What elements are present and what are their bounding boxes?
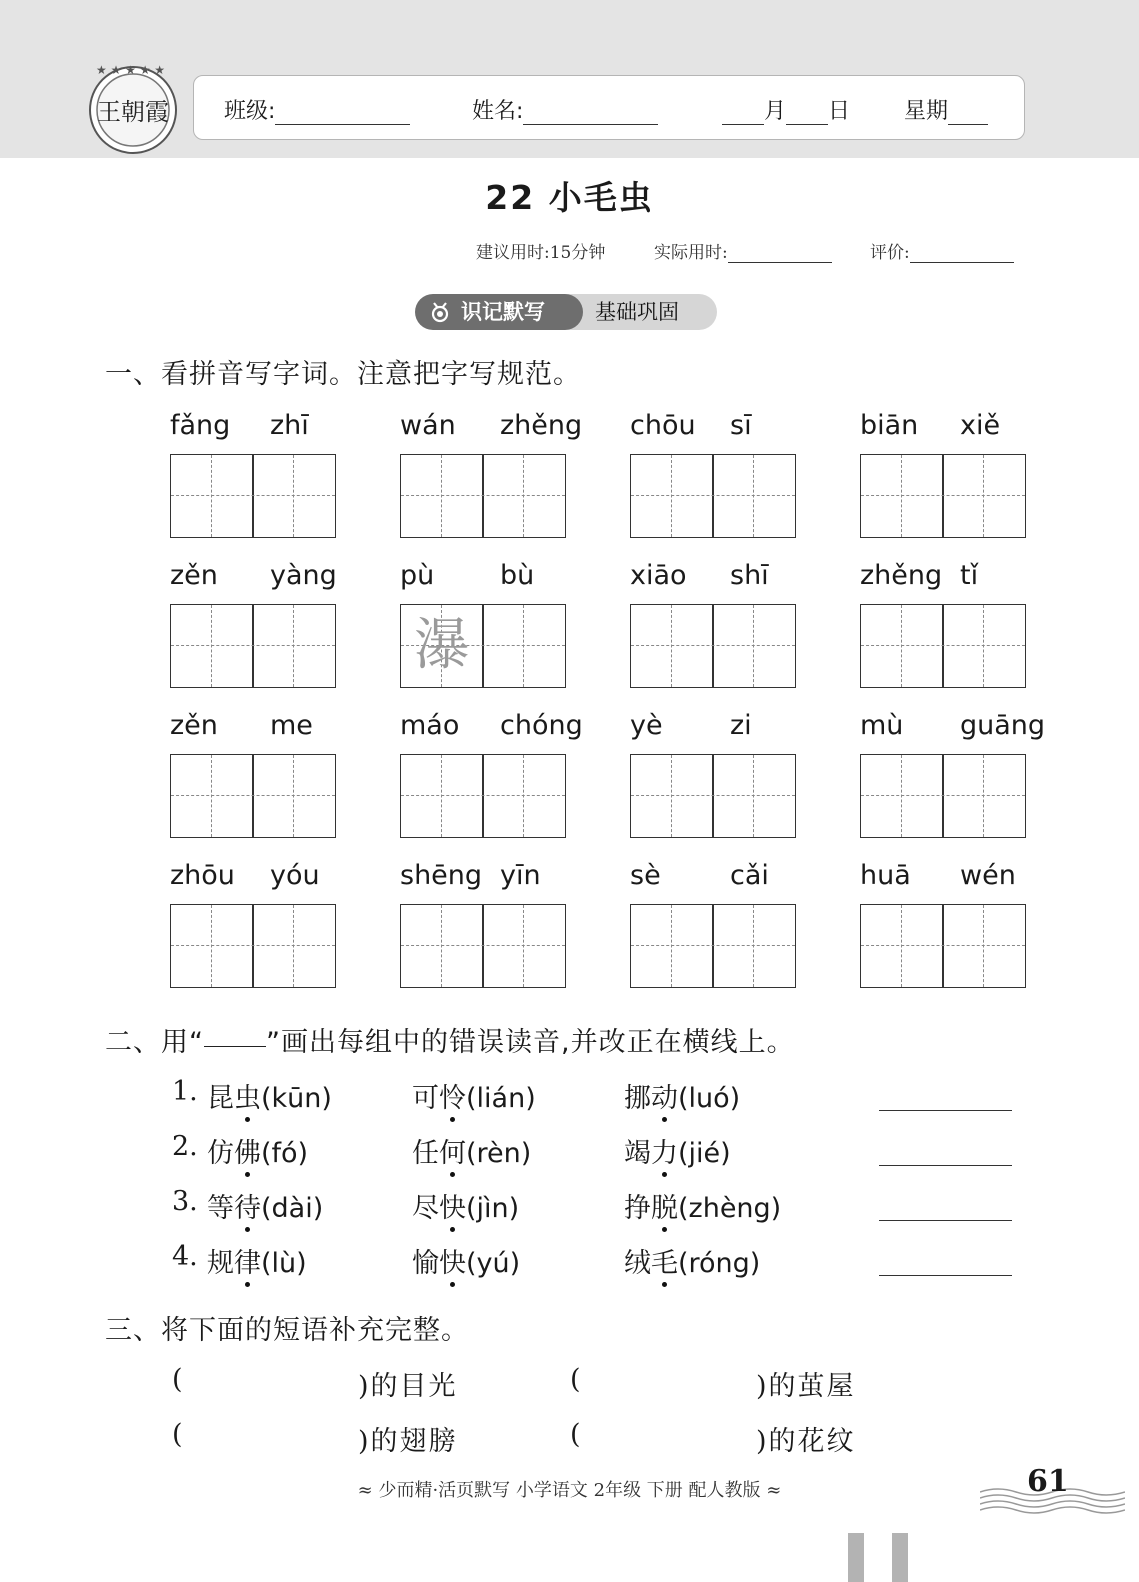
- pinyin-reading: (jié): [678, 1138, 731, 1169]
- underline-sample: [204, 1020, 266, 1047]
- pinyin-syllable: xiāo: [630, 560, 687, 591]
- pinyin-reading: (zhèng): [678, 1193, 782, 1224]
- writing-grid[interactable]: [170, 454, 336, 538]
- pinyin-syllable: zěn: [170, 560, 218, 591]
- pinyin-syllable: yè: [630, 710, 663, 741]
- grid-divider: [942, 905, 944, 987]
- pinyin-syllable: zhī: [270, 410, 309, 441]
- date-field: [722, 94, 850, 125]
- writing-grid[interactable]: [630, 604, 796, 688]
- dotted-char: 虫: [234, 1083, 261, 1114]
- writing-grid[interactable]: [630, 454, 796, 538]
- actual-time-input-line[interactable]: [728, 242, 832, 263]
- grid-guide: [671, 605, 672, 687]
- grid-divider: [942, 605, 944, 687]
- student-info-box: [193, 75, 1025, 140]
- section3-heading: 三、将下面的短语补充完整。: [105, 1315, 469, 1346]
- writing-grid[interactable]: [170, 904, 336, 988]
- grid-guide: [983, 455, 984, 537]
- item-number: 2.: [172, 1131, 198, 1162]
- name-input-line[interactable]: [523, 98, 658, 125]
- grid-guide: [441, 455, 442, 537]
- dotted-char: 毛: [651, 1248, 678, 1279]
- word-char: 尽: [412, 1193, 439, 1224]
- grid-guide: [401, 495, 565, 496]
- correction-line[interactable]: [879, 1110, 1012, 1111]
- writing-grid[interactable]: [860, 454, 1026, 538]
- section2-heading: [105, 1020, 795, 1059]
- grid-guide: [983, 605, 984, 687]
- grid-divider: [482, 905, 484, 987]
- pinyin-syllable: guāng: [960, 710, 1046, 741]
- pinyin-reading: (luó): [678, 1083, 741, 1114]
- writing-grid[interactable]: [170, 754, 336, 838]
- svg-text:★ ★ ★ ★ ★: ★ ★ ★ ★ ★: [96, 63, 166, 77]
- phrase-blank[interactable]: [590, 1419, 750, 1453]
- weekday-field: [904, 94, 988, 125]
- grid-divider: [252, 605, 254, 687]
- grid-guide: [293, 605, 294, 687]
- dotted-char: 律: [234, 1248, 261, 1279]
- grid-guide: [901, 605, 902, 687]
- grid-divider: [712, 455, 714, 537]
- page-number: 61: [1027, 1464, 1069, 1499]
- pinyin-syllable: wén: [960, 860, 1016, 891]
- open-paren: (: [570, 1364, 583, 1395]
- grid-guide: [671, 455, 672, 537]
- phrase-text: )的目光: [358, 1371, 458, 1402]
- grid-guide: [211, 455, 212, 537]
- pinyin-syllable: me: [270, 710, 313, 741]
- pinyin-syllable: zhěng: [860, 560, 943, 591]
- pinyin-syllable: zhěng: [500, 410, 583, 441]
- pinyin-syllable: mù: [860, 710, 904, 741]
- pinyin-syllable: biān: [860, 410, 919, 441]
- grid-guide: [861, 645, 1025, 646]
- pinyin-reading: (róng): [678, 1248, 761, 1279]
- badge-secondary: 基础巩固: [565, 294, 717, 330]
- day-input-line[interactable]: [786, 98, 828, 125]
- grid-divider: [712, 755, 714, 837]
- writing-grid[interactable]: [630, 904, 796, 988]
- grid-divider: [712, 905, 714, 987]
- pinyin-syllable: pù: [400, 560, 435, 591]
- writing-grid[interactable]: [400, 604, 566, 688]
- pinyin-syllable: sè: [630, 860, 661, 891]
- pinyin-syllable: sī: [730, 410, 752, 441]
- word-with-reading[interactable]: [207, 1241, 307, 1280]
- pinyin-syllable: bù: [500, 560, 535, 591]
- grid-guide: [901, 755, 902, 837]
- writing-grid[interactable]: [400, 754, 566, 838]
- grid-guide: [671, 905, 672, 987]
- item-number: 3.: [172, 1186, 198, 1217]
- section2-heading-b: ”画出每组中的错误读音,并改正在横线上。: [266, 1027, 795, 1058]
- grid-guide: [523, 905, 524, 987]
- suggested-time: 建议用时:15分钟: [476, 243, 606, 263]
- grid-guide: [631, 795, 795, 796]
- word-char: 昆: [207, 1083, 234, 1114]
- class-input-line[interactable]: [275, 98, 410, 125]
- pinyin-syllable: yóu: [270, 860, 320, 891]
- publisher-logo: [86, 60, 180, 154]
- grid-guide: [523, 455, 524, 537]
- footer-text: ≈ 少而精·活页默写 小学语文 2年级 下册 配人教版 ≈: [357, 1480, 782, 1501]
- dotted-char: 快: [439, 1193, 466, 1224]
- word-with-reading[interactable]: [412, 1186, 519, 1225]
- grid-guide: [861, 795, 1025, 796]
- word-with-reading[interactable]: [624, 1241, 760, 1280]
- grid-guide: [753, 605, 754, 687]
- grid-guide: [861, 495, 1025, 496]
- item-number: 4.: [172, 1241, 198, 1272]
- pinyin-syllable: xiě: [960, 410, 1001, 441]
- grid-guide: [631, 645, 795, 646]
- grid-guide: [293, 905, 294, 987]
- pinyin-reading: (rèn): [466, 1138, 532, 1169]
- grid-guide: [211, 755, 212, 837]
- word-with-reading[interactable]: [624, 1076, 740, 1115]
- phrase-text: )的翅膀: [358, 1426, 458, 1457]
- word-char: 规: [207, 1248, 234, 1279]
- pinyin-syllable: zi: [730, 710, 752, 741]
- grid-divider: [712, 605, 714, 687]
- writing-grid[interactable]: [860, 604, 1026, 688]
- phrase-text: )的茧屋: [756, 1371, 856, 1402]
- dotted-char: 快: [439, 1248, 466, 1279]
- phrase-blank[interactable]: [192, 1419, 352, 1453]
- dotted-char: 何: [439, 1138, 466, 1169]
- pinyin-syllable: huā: [860, 860, 911, 891]
- grid-guide: [171, 645, 335, 646]
- pinyin-syllable: zěn: [170, 710, 218, 741]
- pinyin-syllable: yàng: [270, 560, 337, 591]
- grid-divider: [252, 455, 254, 537]
- writing-grid[interactable]: [400, 904, 566, 988]
- pinyin-syllable: shī: [730, 560, 769, 591]
- evaluation-label: 评价:: [870, 243, 910, 263]
- correction-line[interactable]: [879, 1220, 1012, 1221]
- section1-heading: 一、看拼音写字词。注意把字写规范。: [105, 359, 581, 390]
- writing-grid[interactable]: [400, 454, 566, 538]
- grid-guide: [631, 945, 795, 946]
- word-char: 挪: [624, 1083, 651, 1114]
- weekday-label: 星期: [904, 99, 949, 124]
- pinyin-reading: (lù): [261, 1248, 307, 1279]
- grid-guide: [171, 495, 335, 496]
- pinyin-reading: (yú): [466, 1248, 521, 1279]
- lesson-title: 22 小毛虫: [485, 178, 654, 217]
- grid-guide: [441, 905, 442, 987]
- word-char: 等: [207, 1193, 234, 1224]
- grid-divider: [252, 755, 254, 837]
- word-with-reading[interactable]: [624, 1186, 781, 1225]
- grid-divider: [942, 755, 944, 837]
- weekday-input-line[interactable]: [948, 98, 988, 125]
- open-paren: (: [172, 1364, 185, 1395]
- dotted-char: 怜: [439, 1083, 466, 1114]
- section-badge: [415, 294, 717, 330]
- grid-guide: [171, 795, 335, 796]
- phrase-blank[interactable]: [590, 1364, 750, 1398]
- edge-mark-right: [892, 1533, 908, 1582]
- class-label: 班级:: [224, 99, 276, 124]
- grid-guide: [861, 945, 1025, 946]
- dotted-char: 佛: [234, 1138, 261, 1169]
- word-char: 绒: [624, 1248, 651, 1279]
- grid-guide: [293, 455, 294, 537]
- phrase-blank[interactable]: [192, 1364, 352, 1398]
- word-with-reading[interactable]: [624, 1131, 731, 1170]
- pinyin-syllable: wán: [400, 410, 456, 441]
- word-char: 竭: [624, 1138, 651, 1169]
- writing-grid[interactable]: [170, 604, 336, 688]
- pinyin-reading: (jìn): [466, 1193, 520, 1224]
- month-input-line[interactable]: [722, 98, 764, 125]
- word-with-reading[interactable]: [412, 1241, 520, 1280]
- badge-primary: 识记默写: [415, 294, 583, 330]
- name-label: 姓名:: [472, 99, 524, 124]
- evaluation-field: [870, 238, 1014, 263]
- grid-guide: [753, 455, 754, 537]
- word-char: 挣: [624, 1193, 651, 1224]
- writing-grid[interactable]: [860, 904, 1026, 988]
- word-char: 可: [412, 1083, 439, 1114]
- dotted-char: 动: [651, 1083, 678, 1114]
- grid-guide: [901, 905, 902, 987]
- pinyin-syllable: zhōu: [170, 860, 235, 891]
- grid-guide: [631, 495, 795, 496]
- actual-time-field: [654, 238, 832, 263]
- pinyin-syllable: yīn: [500, 860, 541, 891]
- word-with-reading[interactable]: [412, 1076, 536, 1115]
- writing-grid[interactable]: [860, 754, 1026, 838]
- grid-guide: [753, 755, 754, 837]
- evaluation-input-line[interactable]: [910, 242, 1014, 263]
- word-with-reading[interactable]: [207, 1131, 308, 1170]
- pinyin-reading: (fó): [261, 1138, 309, 1169]
- dotted-char: 待: [234, 1193, 261, 1224]
- word-char: 愉: [412, 1248, 439, 1279]
- open-paren: (: [172, 1419, 185, 1450]
- word-with-reading[interactable]: [412, 1131, 531, 1170]
- pinyin-syllable: máo: [400, 710, 460, 741]
- grid-guide: [401, 945, 565, 946]
- month-label: 月: [764, 99, 787, 124]
- pinyin-reading: (kūn): [261, 1083, 332, 1114]
- day-label: 日: [828, 99, 851, 124]
- pinyin-syllable: shēng: [400, 860, 483, 891]
- grid-divider: [482, 455, 484, 537]
- pinyin-syllable: chōu: [630, 410, 696, 441]
- grid-guide: [983, 905, 984, 987]
- word-char: 仿: [207, 1138, 234, 1169]
- grid-guide: [211, 605, 212, 687]
- grid-divider: [482, 755, 484, 837]
- pinyin-syllable: fǎng: [170, 410, 231, 441]
- open-paren: (: [570, 1419, 583, 1450]
- grid-guide: [983, 755, 984, 837]
- edge-mark-left: [848, 1533, 864, 1582]
- name-field: [472, 94, 658, 125]
- grid-divider: [942, 455, 944, 537]
- grid-guide: [753, 905, 754, 987]
- word-with-reading[interactable]: [207, 1076, 332, 1115]
- pinyin-syllable: tǐ: [960, 560, 979, 591]
- grid-guide: [401, 795, 565, 796]
- prefilled-character: 瀑: [414, 613, 470, 678]
- dotted-char: 脱: [651, 1193, 678, 1224]
- pinyin-syllable: cǎi: [730, 860, 769, 891]
- grid-guide: [901, 455, 902, 537]
- grid-guide: [211, 905, 212, 987]
- word-with-reading[interactable]: [207, 1186, 323, 1225]
- pinyin-reading: (lián): [466, 1083, 536, 1114]
- medal-icon: [429, 301, 451, 323]
- grid-divider: [252, 905, 254, 987]
- grid-guide: [441, 755, 442, 837]
- pinyin-reading: (dài): [261, 1193, 324, 1224]
- correction-line[interactable]: [879, 1275, 1012, 1276]
- class-field: [224, 94, 410, 125]
- actual-time-label: 实际用时:: [654, 243, 728, 263]
- svg-text:王朝霞: 王朝霞: [97, 98, 169, 126]
- grid-guide: [523, 755, 524, 837]
- grid-guide: [171, 945, 335, 946]
- correction-line[interactable]: [879, 1165, 1012, 1166]
- grid-guide: [523, 605, 524, 687]
- phrase-text: )的花纹: [756, 1426, 856, 1457]
- dotted-char: 力: [651, 1138, 678, 1169]
- pinyin-syllable: chóng: [500, 710, 583, 741]
- writing-grid[interactable]: [630, 754, 796, 838]
- grid-guide: [671, 755, 672, 837]
- grid-guide: [293, 755, 294, 837]
- section2-heading-a: 二、用“: [105, 1027, 204, 1058]
- item-number: 1.: [172, 1076, 198, 1107]
- word-char: 任: [412, 1138, 439, 1169]
